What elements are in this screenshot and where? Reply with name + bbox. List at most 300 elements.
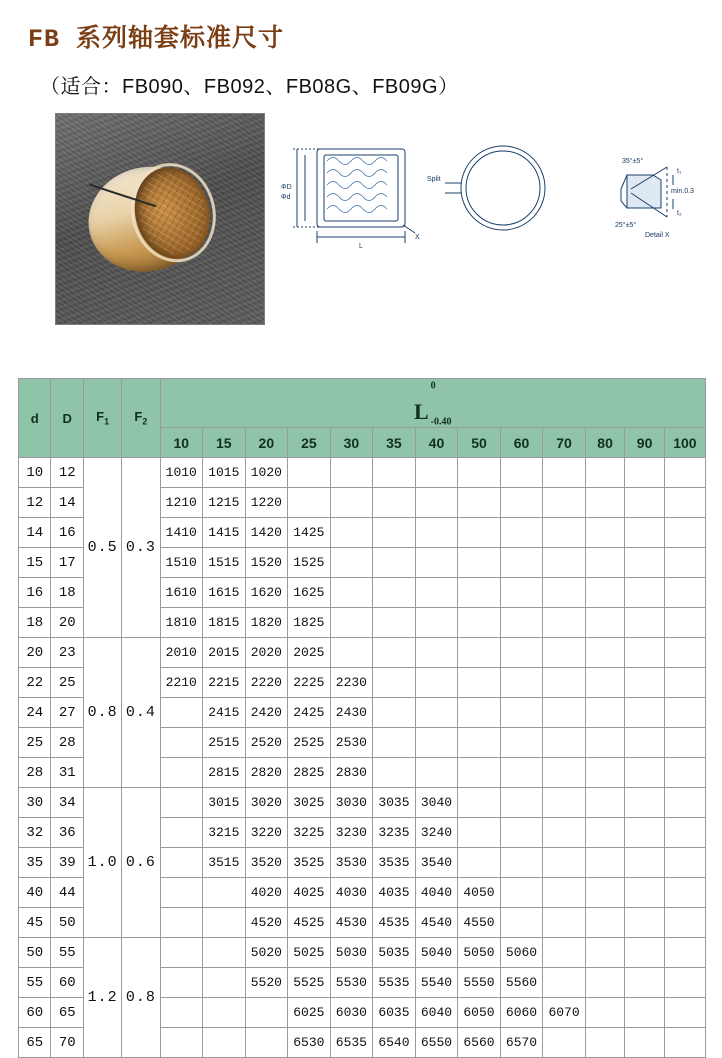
cell-d: 20 [19, 638, 51, 668]
cell-D: 44 [51, 878, 83, 908]
cell-length-100 [664, 458, 705, 488]
cell-D: 12 [51, 458, 83, 488]
cell-length-10: 1210 [160, 488, 203, 518]
cell-length-70 [543, 548, 586, 578]
cell-length-70 [543, 608, 586, 638]
cell-length-20: 3520 [245, 848, 288, 878]
page-subtitle: （适合：FB090、FB092、FB08G、FB09G） [40, 76, 459, 98]
cell-length-60 [500, 488, 543, 518]
cell-D: 27 [51, 698, 83, 728]
cell-length-40: 3240 [415, 818, 458, 848]
header-length-100: 100 [664, 428, 705, 458]
cell-d: 35 [19, 848, 51, 878]
cell-length-100 [664, 968, 705, 998]
cell-length-100 [664, 548, 705, 578]
cell-length-90 [625, 878, 665, 908]
cell-length-100 [664, 518, 705, 548]
cell-D: 17 [51, 548, 83, 578]
cell-length-90 [625, 518, 665, 548]
cell-length-90 [625, 788, 665, 818]
cell-length-35: 4535 [373, 908, 416, 938]
table-row [19, 938, 706, 968]
cell-length-40 [415, 488, 458, 518]
dimensions-table-wrap [18, 378, 706, 1058]
cell-length-100 [664, 668, 705, 698]
cell-length-15: 2215 [203, 668, 246, 698]
cell-length-15 [203, 878, 246, 908]
cell-length-50: 4050 [458, 878, 501, 908]
cell-length-40: 6040 [415, 998, 458, 1028]
cell-d: 65 [19, 1028, 51, 1058]
cell-length-80 [585, 578, 625, 608]
cell-d: 15 [19, 548, 51, 578]
cell-length-25: 1625 [288, 578, 331, 608]
cell-length-80 [585, 698, 625, 728]
cell-length-50 [458, 638, 501, 668]
cell-length-10 [160, 968, 203, 998]
cell-length-100 [664, 578, 705, 608]
cell-length-10: 1010 [160, 458, 203, 488]
cell-D: 14 [51, 488, 83, 518]
cell-length-15 [203, 968, 246, 998]
label-L: L [359, 243, 363, 250]
cell-length-60 [500, 788, 543, 818]
table-body [19, 458, 706, 1058]
cell-length-25 [288, 458, 331, 488]
cell-length-40 [415, 728, 458, 758]
cell-d: 25 [19, 728, 51, 758]
cell-length-50: 5050 [458, 938, 501, 968]
cell-length-70 [543, 908, 586, 938]
cell-d: 60 [19, 998, 51, 1028]
cell-length-40 [415, 638, 458, 668]
cell-d: 18 [19, 608, 51, 638]
cell-length-80 [585, 638, 625, 668]
cell-length-90 [625, 938, 665, 968]
cell-length-70 [543, 878, 586, 908]
cell-length-60 [500, 728, 543, 758]
cell-length-25: 2425 [288, 698, 331, 728]
cell-length-15: 3015 [203, 788, 246, 818]
cell-length-70 [543, 578, 586, 608]
header-length-50: 50 [458, 428, 501, 458]
cell-length-60 [500, 848, 543, 878]
cell-length-70 [543, 848, 586, 878]
cell-length-25: 6025 [288, 998, 331, 1028]
cell-length-10 [160, 878, 203, 908]
cell-length-30 [330, 608, 373, 638]
cell-length-20: 2220 [245, 668, 288, 698]
cell-length-35: 3535 [373, 848, 416, 878]
cell-length-25: 4025 [288, 878, 331, 908]
cell-length-70 [543, 518, 586, 548]
cell-length-60 [500, 608, 543, 638]
cell-length-40: 4540 [415, 908, 458, 938]
cell-length-10: 2210 [160, 668, 203, 698]
cell-length-20: 5520 [245, 968, 288, 998]
cell-length-30: 2430 [330, 698, 373, 728]
cell-length-35 [373, 668, 416, 698]
cell-length-25: 3225 [288, 818, 331, 848]
cell-length-30: 3030 [330, 788, 373, 818]
cell-length-100 [664, 758, 705, 788]
label-t1: t₁ [677, 168, 682, 175]
cell-length-50: 6560 [458, 1028, 501, 1058]
table-row [19, 638, 706, 668]
cell-length-90 [625, 488, 665, 518]
cell-length-70 [543, 968, 586, 998]
cell-F2: 0.4 [122, 638, 160, 788]
cell-length-40 [415, 548, 458, 578]
cell-length-30: 3530 [330, 848, 373, 878]
cell-length-80 [585, 608, 625, 638]
cell-length-100 [664, 1028, 705, 1058]
cell-length-30: 5530 [330, 968, 373, 998]
cell-length-70 [543, 1028, 586, 1058]
cell-length-80 [585, 518, 625, 548]
header-length-90: 90 [625, 428, 665, 458]
cell-length-35 [373, 548, 416, 578]
cell-length-25: 1525 [288, 548, 331, 578]
cell-length-40 [415, 608, 458, 638]
cell-length-50 [458, 728, 501, 758]
cell-length-30 [330, 458, 373, 488]
header-d: d [19, 379, 51, 458]
cell-length-35 [373, 458, 416, 488]
cell-length-30 [330, 578, 373, 608]
cell-length-15: 1215 [203, 488, 246, 518]
label-phi-d: Φd [281, 194, 291, 201]
cell-length-80 [585, 938, 625, 968]
cell-length-100 [664, 638, 705, 668]
cell-length-40: 6550 [415, 1028, 458, 1058]
cell-length-25: 5525 [288, 968, 331, 998]
cell-D: 31 [51, 758, 83, 788]
cell-length-60 [500, 758, 543, 788]
cell-D: 25 [51, 668, 83, 698]
cell-length-90 [625, 848, 665, 878]
cell-length-25: 6530 [288, 1028, 331, 1058]
cell-length-35 [373, 698, 416, 728]
cell-length-60 [500, 518, 543, 548]
cell-length-10: 1810 [160, 608, 203, 638]
cell-d: 32 [19, 818, 51, 848]
cell-length-90 [625, 908, 665, 938]
cell-length-100 [664, 728, 705, 758]
header-L: $L^0$ $_{-0.40}$ [160, 379, 706, 428]
cell-length-25: 2225 [288, 668, 331, 698]
cell-D: 23 [51, 638, 83, 668]
cell-length-60 [500, 698, 543, 728]
cell-D: 16 [51, 518, 83, 548]
cell-length-20: 3020 [245, 788, 288, 818]
cell-length-35 [373, 638, 416, 668]
cell-length-10 [160, 908, 203, 938]
cell-length-90 [625, 548, 665, 578]
cell-length-20 [245, 1028, 288, 1058]
cell-length-100 [664, 908, 705, 938]
cell-length-40 [415, 518, 458, 548]
label-angle-bottom: 25°±5° [615, 222, 637, 229]
cell-d: 10 [19, 458, 51, 488]
label-min: min.0.3 [671, 188, 694, 195]
cell-D: 39 [51, 848, 83, 878]
cell-length-70 [543, 488, 586, 518]
cell-length-90 [625, 1028, 665, 1058]
cell-length-35: 6035 [373, 998, 416, 1028]
cell-D: 18 [51, 578, 83, 608]
cell-D: 60 [51, 968, 83, 998]
label-X: X [415, 234, 420, 241]
cell-length-70 [543, 728, 586, 758]
cell-length-35 [373, 578, 416, 608]
cell-length-50 [458, 818, 501, 848]
cell-length-60 [500, 578, 543, 608]
cell-length-60 [500, 638, 543, 668]
cell-length-90 [625, 818, 665, 848]
cell-d: 55 [19, 968, 51, 998]
header-D: D [51, 379, 83, 458]
cell-length-40: 3040 [415, 788, 458, 818]
cell-length-10 [160, 788, 203, 818]
cell-length-90 [625, 698, 665, 728]
cell-length-80 [585, 908, 625, 938]
cell-length-15 [203, 1028, 246, 1058]
cell-length-15 [203, 998, 246, 1028]
cell-length-10 [160, 848, 203, 878]
cell-length-20: 2020 [245, 638, 288, 668]
cell-length-70 [543, 638, 586, 668]
cell-length-10 [160, 1028, 203, 1058]
cell-length-80 [585, 878, 625, 908]
label-split: Split [427, 176, 441, 183]
cell-length-40: 4040 [415, 878, 458, 908]
cell-length-10: 1510 [160, 548, 203, 578]
bushing-photo [55, 113, 265, 325]
cell-length-30: 4530 [330, 908, 373, 938]
cell-length-35 [373, 488, 416, 518]
cell-length-40 [415, 698, 458, 728]
cell-length-80 [585, 1028, 625, 1058]
cell-length-60 [500, 548, 543, 578]
cell-length-25: 4525 [288, 908, 331, 938]
cell-F1: 0.5 [83, 458, 121, 638]
cell-length-40 [415, 758, 458, 788]
header-length-40: 40 [415, 428, 458, 458]
cell-length-10: 1410 [160, 518, 203, 548]
cell-length-15: 1615 [203, 578, 246, 608]
header-length-10: 10 [160, 428, 203, 458]
cell-length-10 [160, 998, 203, 1028]
cell-length-90 [625, 758, 665, 788]
cell-length-90 [625, 578, 665, 608]
cell-length-30: 2830 [330, 758, 373, 788]
cell-length-80 [585, 728, 625, 758]
cell-length-60 [500, 908, 543, 938]
table-row [19, 788, 706, 818]
cell-length-50 [458, 458, 501, 488]
cell-length-90 [625, 668, 665, 698]
cell-length-20 [245, 998, 288, 1028]
header-length-25: 25 [288, 428, 331, 458]
cell-length-70 [543, 788, 586, 818]
cell-length-15: 2415 [203, 698, 246, 728]
cell-length-20: 5020 [245, 938, 288, 968]
label-detail: Detail X [645, 232, 670, 239]
cell-length-50 [458, 548, 501, 578]
cell-F2: 0.8 [122, 938, 160, 1058]
cell-length-30: 4030 [330, 878, 373, 908]
cell-length-40: 5540 [415, 968, 458, 998]
cell-length-30: 2230 [330, 668, 373, 698]
header-length-20: 20 [245, 428, 288, 458]
header-length-60: 60 [500, 428, 543, 458]
cell-length-100 [664, 698, 705, 728]
cell-length-20: 3220 [245, 818, 288, 848]
cell-length-25: 3025 [288, 788, 331, 818]
cell-length-10 [160, 818, 203, 848]
cell-length-15: 1015 [203, 458, 246, 488]
cell-length-60: 5560 [500, 968, 543, 998]
cell-F2: 0.6 [122, 788, 160, 938]
cell-length-30: 6535 [330, 1028, 373, 1058]
cell-length-35: 3235 [373, 818, 416, 848]
cell-length-50 [458, 698, 501, 728]
page-title: FB 系列轴套标准尺寸 [28, 25, 285, 54]
cell-length-50 [458, 788, 501, 818]
cell-length-70 [543, 818, 586, 848]
cell-d: 16 [19, 578, 51, 608]
cell-length-100 [664, 998, 705, 1028]
cell-length-20: 4520 [245, 908, 288, 938]
cell-length-35: 5535 [373, 968, 416, 998]
cell-length-15: 3515 [203, 848, 246, 878]
technical-drawing [275, 131, 705, 276]
label-angle-top: 35°±5° [622, 158, 644, 165]
cell-length-100 [664, 818, 705, 848]
cell-F2: 0.3 [122, 458, 160, 638]
cell-d: 50 [19, 938, 51, 968]
label-phi-D: ΦD [281, 184, 292, 191]
cell-length-100 [664, 788, 705, 818]
cell-length-100 [664, 608, 705, 638]
table-header-row-1 [19, 379, 706, 428]
cell-length-40 [415, 578, 458, 608]
cell-length-20: 1520 [245, 548, 288, 578]
cell-length-10 [160, 938, 203, 968]
cell-D: 36 [51, 818, 83, 848]
cell-length-20: 2820 [245, 758, 288, 788]
cell-length-35 [373, 728, 416, 758]
cell-length-80 [585, 788, 625, 818]
cell-length-30 [330, 638, 373, 668]
cell-length-40 [415, 668, 458, 698]
cell-length-20: 1820 [245, 608, 288, 638]
cell-length-20: 2420 [245, 698, 288, 728]
cell-length-35: 4035 [373, 878, 416, 908]
cell-length-50 [458, 578, 501, 608]
cell-length-50: 6050 [458, 998, 501, 1028]
cell-length-15: 1815 [203, 608, 246, 638]
cell-length-30: 2530 [330, 728, 373, 758]
cell-length-10: 2010 [160, 638, 203, 668]
cell-length-80 [585, 458, 625, 488]
cell-length-100 [664, 848, 705, 878]
cell-length-80 [585, 998, 625, 1028]
cell-length-60 [500, 878, 543, 908]
cell-length-25: 2825 [288, 758, 331, 788]
cell-length-35 [373, 518, 416, 548]
cell-length-50 [458, 608, 501, 638]
cell-length-80 [585, 668, 625, 698]
cell-length-90 [625, 998, 665, 1028]
cell-length-30 [330, 488, 373, 518]
cell-length-20: 1420 [245, 518, 288, 548]
cell-length-15 [203, 938, 246, 968]
cell-D: 28 [51, 728, 83, 758]
cell-length-50 [458, 518, 501, 548]
cell-length-20: 1220 [245, 488, 288, 518]
cell-length-15: 1515 [203, 548, 246, 578]
cell-length-25: 3525 [288, 848, 331, 878]
cell-length-100 [664, 878, 705, 908]
header-length-70: 70 [543, 428, 586, 458]
cell-length-20: 4020 [245, 878, 288, 908]
cell-length-30: 3230 [330, 818, 373, 848]
cell-length-60 [500, 818, 543, 848]
header-length-15: 15 [203, 428, 246, 458]
header-F1: $F_1$ [83, 379, 121, 458]
cell-length-60: 6060 [500, 998, 543, 1028]
cell-length-70 [543, 668, 586, 698]
cell-length-50 [458, 668, 501, 698]
cell-length-80 [585, 968, 625, 998]
cell-length-20: 1620 [245, 578, 288, 608]
cell-length-40 [415, 458, 458, 488]
cell-length-60: 5060 [500, 938, 543, 968]
cell-length-15: 2515 [203, 728, 246, 758]
cell-length-90 [625, 458, 665, 488]
cell-length-10: 1610 [160, 578, 203, 608]
cell-length-50 [458, 488, 501, 518]
cell-length-15: 3215 [203, 818, 246, 848]
cell-length-30: 6030 [330, 998, 373, 1028]
cell-length-80 [585, 758, 625, 788]
cell-length-35: 5035 [373, 938, 416, 968]
cell-d: 24 [19, 698, 51, 728]
table-row [19, 458, 706, 488]
cell-d: 22 [19, 668, 51, 698]
cell-length-40: 3540 [415, 848, 458, 878]
cell-length-80 [585, 848, 625, 878]
cell-length-10 [160, 758, 203, 788]
cell-d: 40 [19, 878, 51, 908]
cell-length-35 [373, 758, 416, 788]
cell-length-35: 3035 [373, 788, 416, 818]
cell-length-10 [160, 698, 203, 728]
cell-length-20: 2520 [245, 728, 288, 758]
cell-length-20: 1020 [245, 458, 288, 488]
media-row [0, 113, 722, 338]
cell-length-80 [585, 548, 625, 578]
header-F2: $F_2$ [122, 379, 160, 458]
cell-length-70 [543, 458, 586, 488]
cell-D: 34 [51, 788, 83, 818]
cell-D: 65 [51, 998, 83, 1028]
cell-length-70 [543, 698, 586, 728]
cell-length-80 [585, 818, 625, 848]
cell-length-35: 6540 [373, 1028, 416, 1058]
